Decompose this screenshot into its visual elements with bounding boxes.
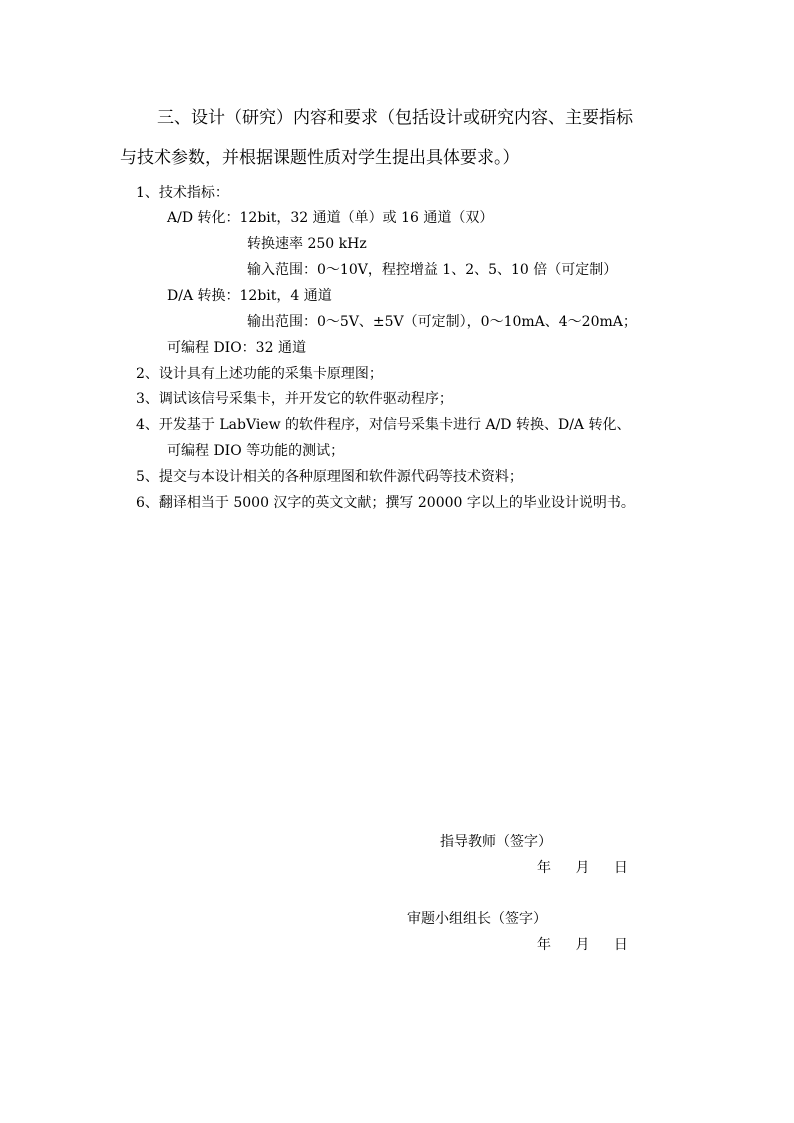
section-heading-line2: 与技术参数，并根据课题性质对学生提出具体要求。） xyxy=(120,148,520,168)
panel-date: 年 月 日 xyxy=(537,937,628,953)
da-spec-line2: 输出范围：0～5V、±5V（可定制），0～10mA、4～20mA； xyxy=(247,314,637,330)
advisor-signature-label: 指导教师（签字） xyxy=(440,834,552,850)
dio-spec: 可编程 DIO：32 通道 xyxy=(167,340,306,356)
item4-line2: 可编程 DIO 等功能的测试； xyxy=(167,443,345,459)
item2: 2、设计具有上述功能的采集卡原理图； xyxy=(136,366,383,382)
ad-spec-line2: 转换速率 250 kHz xyxy=(247,236,367,252)
advisor-date: 年 月 日 xyxy=(537,860,628,876)
section-heading-line1: 三、设计（研究）内容和要求（包括设计或研究内容、主要指标 xyxy=(157,108,633,128)
item4-line1: 4、开发基于 LabView 的软件程序，对信号采集卡进行 A/D 转换、D/A 转化、 xyxy=(136,417,631,433)
panel-signature-label: 审题小组组长（签字） xyxy=(407,911,547,927)
item6: 6、翻译相当于 5000 汉字的英文文献；撰写 20000 字以上的毕业设计说明书。 xyxy=(136,495,635,511)
ad-spec-line1: A/D 转化：12bit，32 通道（单）或 16 通道（双） xyxy=(167,210,494,226)
item5: 5、提交与本设计相关的各种原理图和软件源代码等技术资料； xyxy=(136,469,523,485)
item1-title: 1、技术指标： xyxy=(136,185,229,201)
ad-spec-line3: 输入范围：0～10V，程控增益 1、2、5、10 倍（可定制） xyxy=(247,262,618,278)
item3: 3、调试该信号采集卡，并开发它的软件驱动程序； xyxy=(136,391,453,407)
da-spec-line1: D/A 转换：12bit，4 通道 xyxy=(167,288,332,304)
